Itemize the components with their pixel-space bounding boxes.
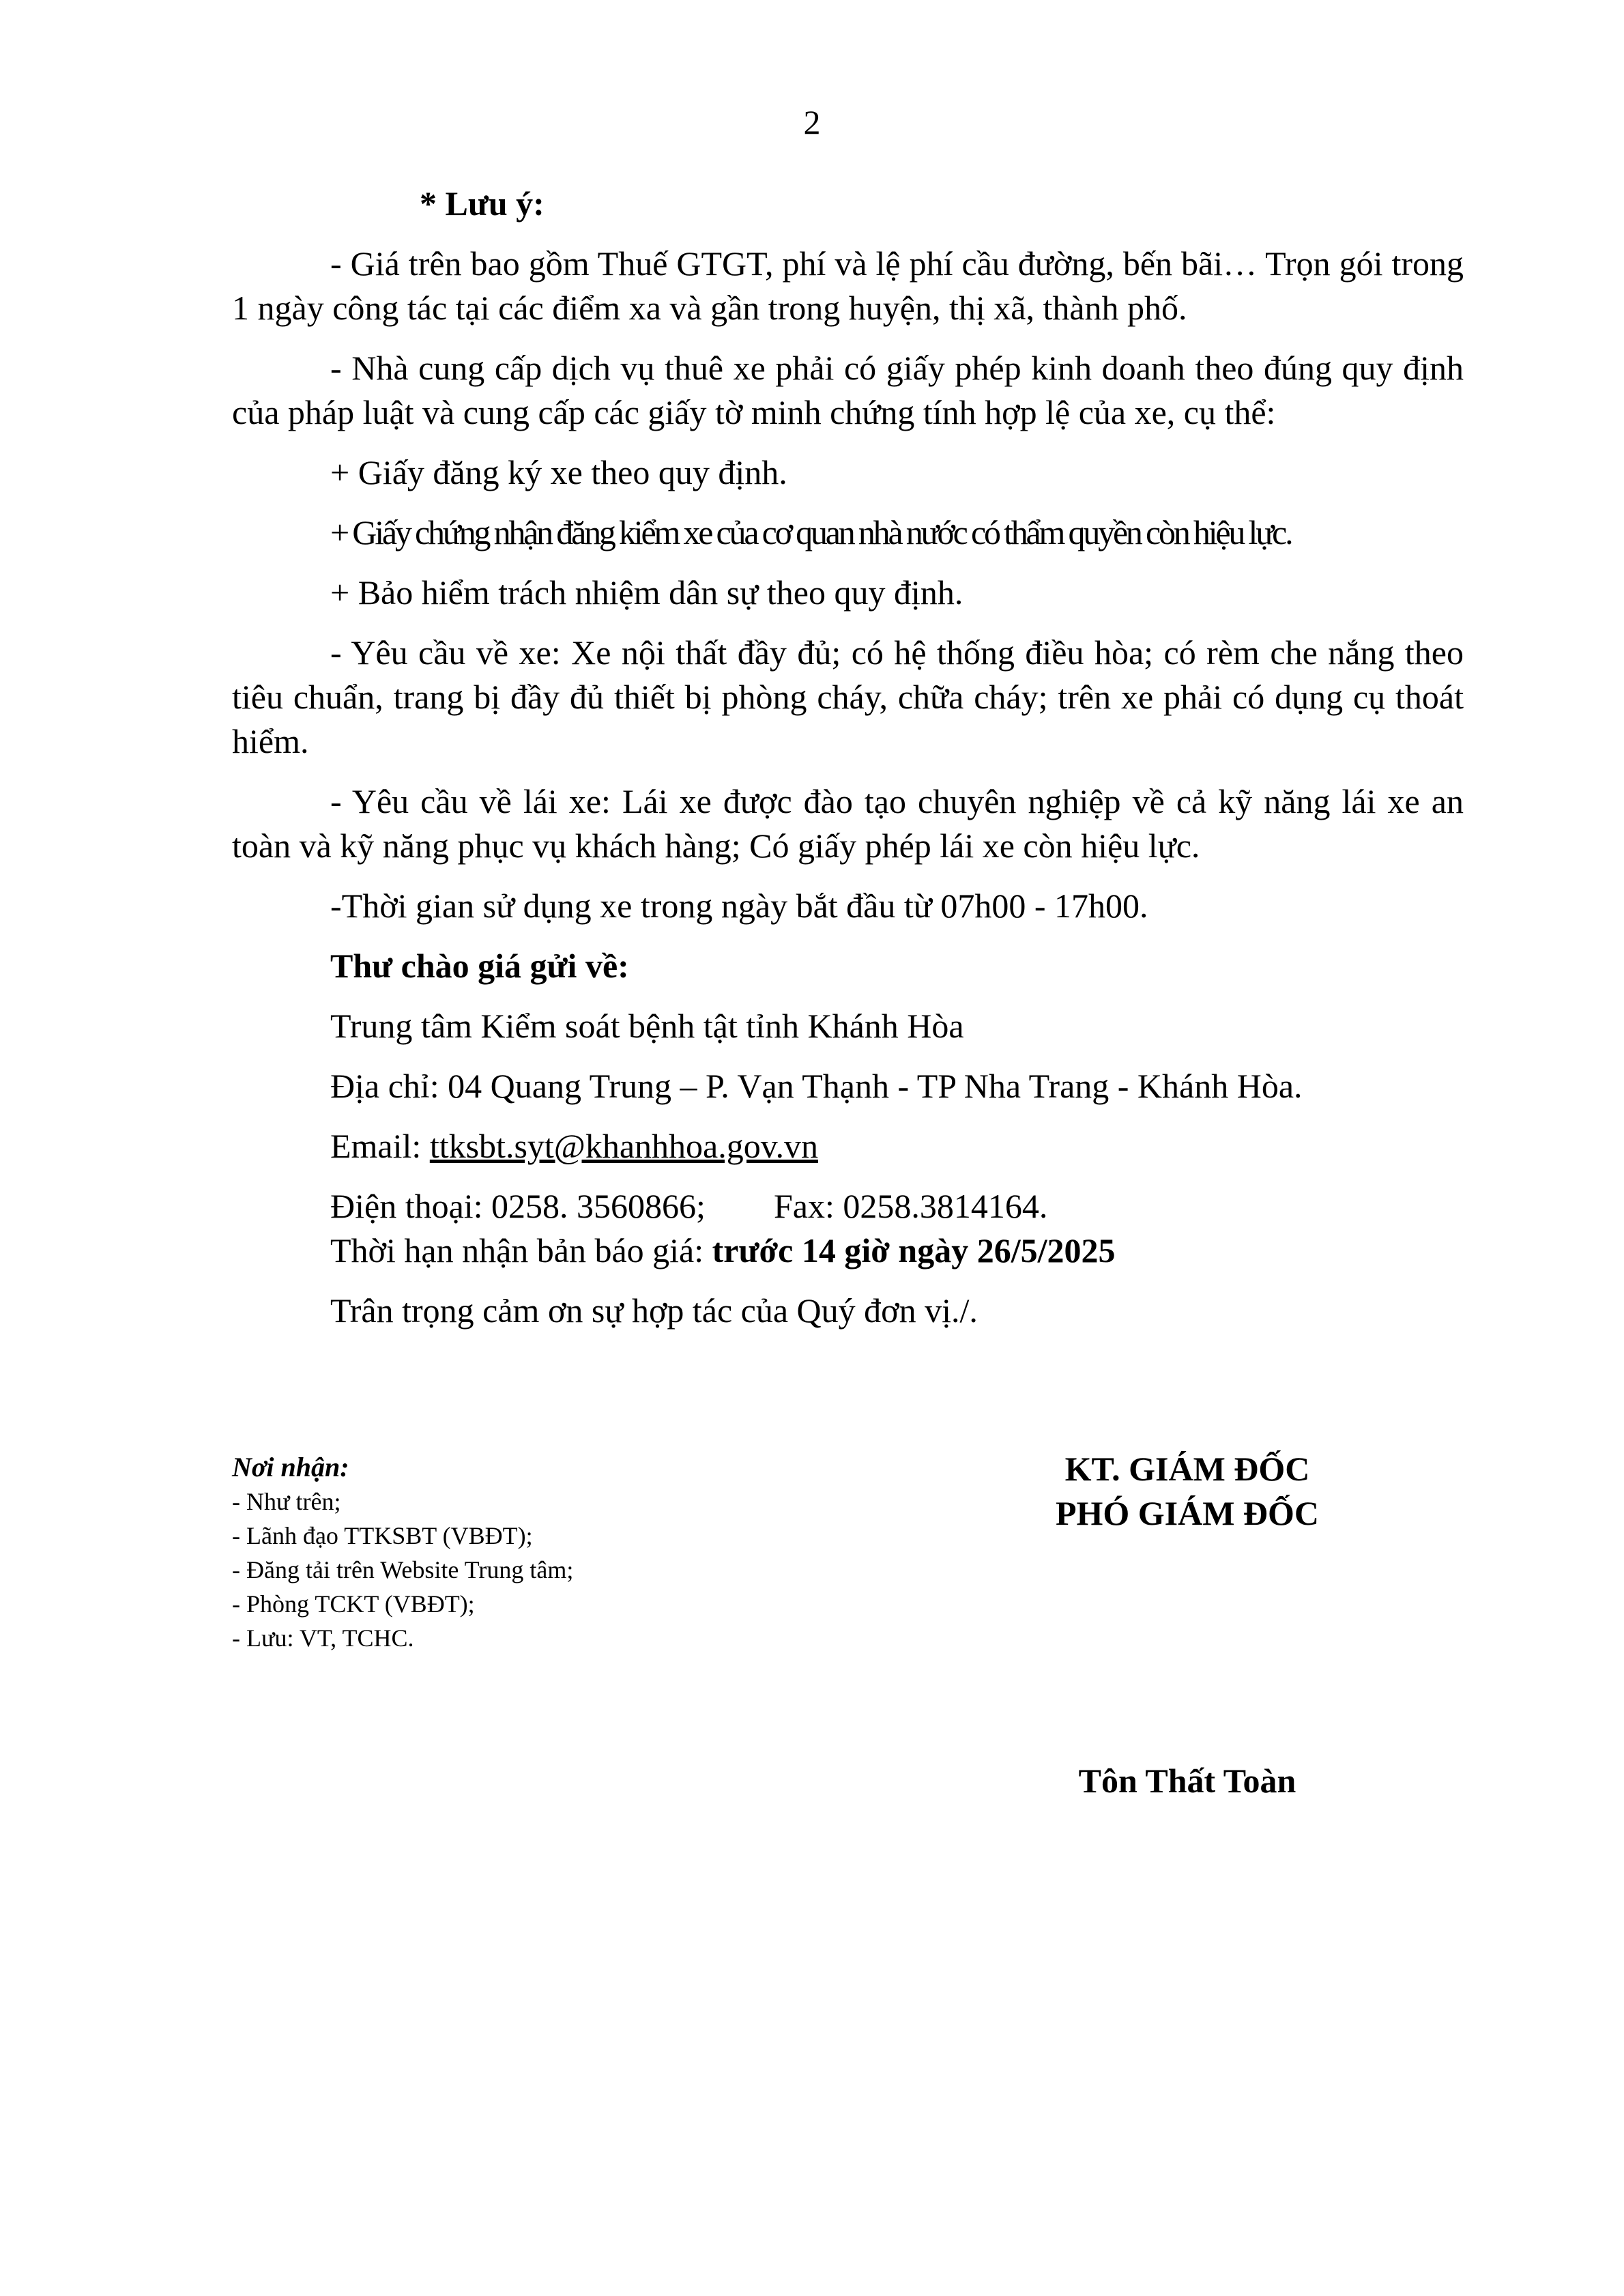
deadline-line [330, 1229, 1464, 1273]
recipient-item: - Phòng TCKT (VBĐT); [232, 1590, 475, 1618]
note-heading: * Lưu ý: [420, 184, 545, 223]
deadline-value: trước 14 giờ ngày 26/5/2025 [712, 1231, 1116, 1269]
thanks-line: Trân trọng cảm ơn sự hợp tác của Quý đơn vị./. [330, 1291, 978, 1330]
recipients-title: Nơi nhận: [232, 1452, 349, 1482]
email-link[interactable]: ttksbt.syt@khanhhoa.gov.vn [429, 1127, 818, 1165]
recipient-item: - Lãnh đạo TTKSBT (VBĐT); [232, 1522, 533, 1549]
send-to-address: Địa chỉ: 04 Quang Trung – P. Vạn Thạnh - TP Nha Trang - Khánh Hòa. [330, 1067, 1303, 1105]
note-paragraph-driver: - Yêu cầu về lái xe: Lái xe được đào tạo chuyên nghiệp về cả kỹ năng lái xe an toàn và kỹ năng phục vụ khách hàng; Có giấy phép lái xe còn hiệu lực. [232, 782, 1464, 865]
note-paragraph-hours: -Thời gian sử dụng xe trong ngày bắt đầu từ 07h00 - 17h00. [330, 887, 1148, 925]
send-to-heading: Thư chào giá gửi về: [330, 947, 629, 985]
recipients-block [232, 1450, 573, 1655]
deadline-label: Thời hạn nhận bản báo giá: [330, 1231, 712, 1269]
note-bullet-insurance: + Bảo hiểm trách nhiệm dân sự theo quy định. [330, 573, 963, 612]
note-bullet-inspection: + Giấy chứng nhận đăng kiểm xe của cơ quan nhà nước có thẩm quyền còn hiệu lực. [330, 513, 1292, 551]
recipient-item: - Đăng tải trên Website Trung tâm; [232, 1556, 574, 1583]
signature-block [989, 1447, 1385, 1536]
signature-subtitle: PHÓ GIÁM ĐỐC [1055, 1494, 1320, 1532]
note-paragraph-price: - Giá trên bao gồm Thuế GTGT, phí và lệ phí cầu đường, bến bãi… Trọn gói trong 1 ngày công tác tại các điểm xa và gần trong huyện, thị xã, thành phố. [232, 244, 1464, 327]
recipient-item: - Lưu: VT, TCHC. [232, 1624, 414, 1652]
note-paragraph-provider: - Nhà cung cấp dịch vụ thuê xe phải có giấy phép kinh doanh theo đúng quy định của pháp luật và cung cấp các giấy tờ minh chứng tính hợp lệ của xe, cụ thể: [232, 349, 1464, 431]
phone-number: Điện thoại: 0258. 3560866; [330, 1187, 706, 1225]
send-to-contact-line [330, 1184, 1464, 1229]
email-label: Email: [330, 1127, 430, 1165]
signature-title: KT. GIÁM ĐỐC [1064, 1450, 1310, 1488]
page-number: 2 [803, 103, 821, 141]
note-paragraph-vehicle: - Yêu cầu về xe: Xe nội thất đầy đủ; có hệ thống điều hòa; có rèm che nắng theo tiêu chuẩn, trang bị đầy đủ thiết bị phòng cháy, chữa cháy; trên xe phải có dụng cụ thoát hiểm. [232, 633, 1464, 760]
note-bullet-registration: + Giấy đăng ký xe theo quy định. [330, 453, 787, 491]
letter-body [232, 182, 1464, 1349]
fax-number: Fax: 0258.3814164. [773, 1187, 1048, 1225]
signer-name: Tôn Thất Toàn [1078, 1762, 1296, 1800]
send-to-email-line [330, 1124, 1464, 1168]
recipient-item: - Như trên; [232, 1488, 341, 1515]
send-to-organization: Trung tâm Kiểm soát bệnh tật tỉnh Khánh Hòa [330, 1007, 964, 1045]
